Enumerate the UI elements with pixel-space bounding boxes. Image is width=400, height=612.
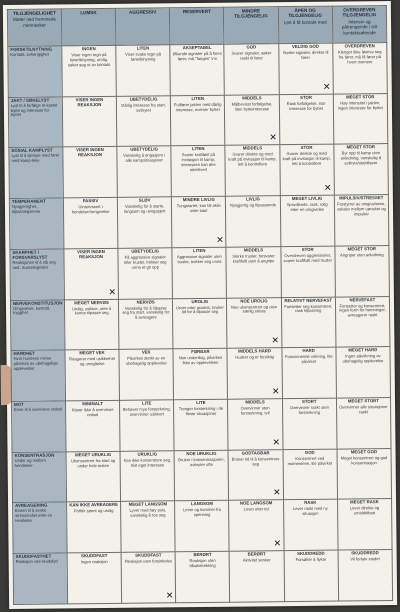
rating-category: LITEN (136, 45, 150, 51)
rating-description: Klenger ikke løsrive seg fra fører, må få fører på hvert moment (337, 48, 382, 65)
rating-category: IMPULSIV/STRESSET (339, 195, 384, 201)
rating-cell[interactable] (226, 247, 281, 298)
rating-category: UBETYDELIG (129, 96, 158, 102)
rating-description: Behøver mye forsterkning, overvinner usikkert (122, 406, 171, 417)
evaluation-table (7, 5, 393, 605)
table-row (10, 245, 390, 300)
rating-category: NOE URUKLIG (186, 450, 217, 456)
cross-mark-icon: ✕ (323, 183, 332, 194)
rating-cell[interactable] (65, 400, 120, 451)
rating-cell[interactable] (334, 195, 389, 246)
rating-description: Overvinner raskt uten forsterkning (289, 404, 329, 415)
cross-mark-icon: ✕ (165, 591, 174, 602)
rating-category: MEGET STOR (346, 93, 375, 100)
rating-cell[interactable] (120, 400, 175, 451)
rating-cell[interactable] (333, 93, 388, 144)
rating-cell[interactable] (335, 245, 390, 296)
column-subtitle (226, 20, 275, 21)
rating-description: Noe underdog, påvirkes ikke av opplevelsen (178, 354, 223, 366)
rating-cell[interactable] (229, 500, 284, 551)
rating-cell[interactable] (334, 144, 389, 195)
rating-description: Vanskelig for å tilpasse seg fra start, vanskelig for å avreagere (122, 304, 170, 320)
table-row (13, 499, 393, 554)
row-header (12, 401, 67, 452)
rating-category: AKSEPTABEL (182, 44, 212, 51)
rating-description: Lever raskt med ny situasjon (292, 506, 328, 517)
column-title: ÅPEN OG TILGJENGELIG (288, 7, 323, 19)
rating-category: BERØRT (193, 552, 212, 558)
rating-cell[interactable] (284, 550, 339, 601)
rating-category: STOR (300, 145, 313, 151)
rating-cell[interactable] (282, 398, 337, 449)
rating-cell[interactable] (228, 399, 283, 450)
rating-cell[interactable] (228, 449, 283, 500)
rating-description: Ingen påvirkning av ubehagelig opplevelse (342, 353, 384, 364)
rating-description: Dårlig interesse fra start, avbryter (121, 101, 166, 113)
rating-category: OVERDREVEN (344, 43, 375, 49)
rating-category: UBETYDELIG (131, 248, 160, 254)
rating-description: Forsøker å flykte (295, 556, 327, 563)
rating-description: Svarer kraftløst på invitasjon til kamp, interessen kan øke etterhvert (181, 152, 216, 173)
table-row (8, 93, 388, 148)
rating-category: MEGET STOR (347, 246, 377, 252)
rating-description: Viser svake tegn på førerlikhyning (125, 51, 162, 62)
cross-mark-icon: ✕ (272, 437, 281, 448)
rating-cell[interactable] (171, 95, 226, 146)
row-header (11, 350, 66, 401)
rating-cell[interactable] (62, 96, 117, 147)
rating-category: SKUDDFAST (135, 552, 162, 558)
rating-cell[interactable] (281, 246, 336, 297)
rating-category: VELDIG GOD (291, 43, 320, 50)
rating-description: Målbevisst forfølgelse, liten bytteinteresse (231, 100, 273, 112)
rating-category: HARD (302, 348, 315, 354)
row-title: NERVEKONSTITUSJON (12, 300, 63, 306)
rating-description: Aktivitet senker (242, 557, 271, 563)
rating-cell[interactable] (174, 399, 229, 450)
rating-cell[interactable] (337, 448, 392, 499)
cross-mark-icon: ✕ (273, 488, 281, 499)
rating-category: LITEN (192, 146, 205, 152)
table-row (12, 398, 392, 453)
rating-category: MIDDELS (242, 95, 262, 101)
rating-description: Lyver med høy puls, vanskelig å roe seg (129, 507, 167, 519)
rating-description: Urolig, usikker, uten å kunne tilpasse seg (71, 305, 112, 316)
rating-category: NERVEFAST (349, 296, 376, 303)
rating-description: Lever direkte og umiddelbart (349, 505, 380, 516)
rating-category: GOD (246, 44, 257, 50)
rating-description: Overdreven aggressivitet, svarer kraftfullt med trusler (283, 252, 332, 263)
column-subtitle (64, 16, 113, 17)
rating-cell[interactable] (64, 299, 119, 350)
rating-description: Reaksjon uten tilbaketrekking (189, 557, 216, 569)
rating-cell[interactable] (63, 147, 118, 198)
rating-cell[interactable] (65, 350, 120, 401)
column-subtitle: Lett å få kontakt med (283, 19, 327, 25)
rating-cell[interactable] (226, 196, 281, 247)
column-header (116, 8, 171, 46)
row-header (12, 452, 67, 503)
row-description: Reaksjonen til å slå seg ned, trusselsignaler (12, 259, 56, 270)
rating-category: MEGET URUKLIG (75, 451, 112, 458)
rating-category: SKUDDREDD (297, 550, 325, 557)
rating-description: Byr opp til kamp uten anledning, vanskelig å avbryte/stabilisere (340, 150, 382, 166)
cross-mark-icon: ✕ (108, 287, 117, 298)
rating-description: Svarer direkte og med kraft på invitasjon til kamp, lett å kontrollere (282, 151, 331, 167)
rating-category: STORT (301, 398, 317, 404)
rating-description: Fortsetter og konsentrert, ingen form for hemninger, avreagerer raskt (339, 302, 386, 318)
rating-cell[interactable] (283, 500, 338, 551)
rating-description: Overvinner uten forsterkning, tvil (240, 405, 270, 416)
rating-cell[interactable] (120, 451, 175, 502)
rating-category: MINIMALT (82, 401, 103, 407)
rating-category: PASSIV (82, 198, 99, 204)
rating-description: Uroer etter gradvis, bruker tid for å tilpasse seg (175, 304, 224, 315)
row-description: Under og mellom hendelser (14, 457, 46, 468)
table-row (9, 144, 389, 199)
rating-description: Forsvinnende virkning, lite påvirket (284, 353, 333, 365)
rating-cell[interactable] (337, 499, 392, 550)
cross-mark-icon: ✕ (322, 82, 331, 93)
row-title: KONSENTRASJON (14, 452, 55, 458)
row-description: Reaksjon ved skuddlyd (15, 558, 58, 565)
rating-cell[interactable] (225, 94, 280, 145)
rating-description: Nysgjerrig og tilpassende (229, 202, 277, 208)
rating-category: VISER INGEN REAKSJON (76, 147, 104, 158)
rating-category: MINDRE LIVLIG (182, 196, 215, 203)
rating-cell[interactable] (173, 298, 228, 349)
rating-cell[interactable] (280, 195, 335, 246)
rating-cell[interactable] (170, 44, 225, 95)
rating-cell[interactable] (67, 502, 122, 553)
rating-category: RELATIVT NERVEFAST (284, 297, 332, 303)
rating-description: Ukonsentrert fra start og under hele testen (71, 457, 116, 468)
row-title: JAKT / SØKELYST (10, 97, 50, 103)
column-subtitle (172, 15, 221, 16)
rating-description: Overvinner alle situasjoner raskt (339, 403, 388, 415)
rating-cell[interactable] (172, 196, 227, 247)
rating-category: FØRBAR (191, 349, 210, 355)
rating-category: MIDDELS (243, 247, 264, 253)
rating-cell[interactable] (118, 248, 173, 299)
column-title: MINDRE TILGJENGELIG (234, 8, 268, 20)
row-header (13, 553, 68, 604)
rating-cell[interactable] (171, 146, 226, 197)
rating-category: MIDDELS (245, 399, 265, 405)
rating-description: Klarer ikke å overvinne redsel (71, 406, 114, 418)
row-title: SOSIAL KAMPLYST (11, 147, 53, 154)
row-description: Omgivelser, kontroll, trygghet (12, 305, 51, 316)
rating-description: Få aggressive signaler eller trusler, trekker seg unna et gir opp (123, 254, 167, 270)
row-header (9, 147, 64, 198)
rating-description: Sprudlende, rask, rolig etter en omgivelse (286, 201, 328, 213)
rating-category: LITEN (193, 247, 206, 253)
column-header (61, 8, 116, 46)
column-header (7, 9, 61, 47)
rating-cell[interactable] (63, 198, 118, 249)
rating-cell[interactable] (175, 551, 230, 602)
rating-cell[interactable] (175, 501, 230, 552)
rating-cell[interactable] (281, 297, 336, 348)
rating-category: GOD (304, 449, 315, 455)
rating-category: MEGET HARD (348, 347, 378, 353)
rating-category: NERVØS (136, 299, 155, 305)
rating-description: Reagerer med usikkerhet og unngåelse (69, 356, 116, 367)
rating-category: UROLIG (191, 298, 209, 304)
rating-category: MEGET RASK (350, 499, 379, 505)
rating-category: SLØV (138, 197, 151, 203)
row-description: Lyst til å kjempe med fører med kamp-leke (11, 152, 60, 164)
rating-description: Bruker tid til å konsentrere seg (231, 455, 280, 467)
rating-category: MEGET LIVLIG (291, 195, 323, 202)
rating-category: GODTAGBAR (241, 450, 270, 456)
rating-category: MEGET GOD (350, 448, 378, 455)
rating-category: VISER INGEN REAKSJON (75, 96, 104, 107)
rating-cell[interactable] (225, 145, 280, 196)
cross-mark-icon: ✕ (269, 133, 277, 144)
rating-cell[interactable] (116, 96, 171, 147)
row-title: TEMPERAMENT (11, 198, 46, 205)
rating-description: Viser ingen tegn på førerlikhyning, urolig, søker seg ut av kontakt (67, 51, 111, 68)
rating-description: Fortsetter seg konsentrert, rask tilpasning (284, 303, 333, 314)
table-row (9, 195, 389, 250)
rating-category: LITE (196, 399, 206, 406)
rating-description: Konsentrert ved momentene, lite påvirket (287, 455, 333, 466)
rating-cell[interactable] (278, 43, 333, 94)
row-description: Evnen til å senke stressnivået etter en hendelse (15, 507, 53, 524)
rating-category: LITE (142, 400, 152, 406)
rating-cell[interactable] (230, 551, 285, 602)
column-title: OVERDREVEN TILGJENGELIG (342, 7, 377, 18)
rating-description: Uinteressert i hendelser/omgivelse (71, 204, 110, 215)
rating-description: Noe ukonsentrert og uten særlig stress (230, 303, 278, 314)
rating-description: Lever og kommer fra spenning (183, 507, 221, 518)
rating-category: VEK (141, 349, 151, 355)
table-body (8, 43, 393, 605)
rating-cell[interactable] (121, 501, 176, 552)
rating-cell[interactable] (227, 348, 282, 399)
rating-cell[interactable] (224, 44, 279, 95)
cross-mark-icon: ✕ (216, 235, 224, 246)
rating-category: MIDDELS (242, 145, 263, 151)
column-subtitle (118, 16, 167, 17)
column-title: LUMSK (80, 10, 97, 16)
row-title: AVREAGERING (15, 503, 48, 509)
rating-description: Vanskelig å engasjere i alle kampsituasjoner (123, 152, 166, 164)
rating-cell[interactable] (279, 145, 334, 196)
evaluation-sheet (3, 1, 397, 609)
rating-cell[interactable] (336, 347, 391, 398)
rating-cell[interactable] (335, 296, 390, 347)
rating-description: Forstyrrer av omgivelsene, veksler mellom uønsket og impulsiv (337, 201, 386, 217)
row-header (8, 97, 63, 148)
rating-category: NOE UROLIG (240, 297, 268, 304)
rating-category: LIVLIG (245, 196, 260, 202)
rating-cell[interactable] (173, 349, 228, 400)
column-header (170, 7, 225, 45)
column-header (278, 6, 333, 44)
rating-description: Rask forfølgelse, stor interesse for byttet (286, 100, 326, 111)
rating-description: Påvirkes sterkt av en ubehagelig opplevelse (125, 355, 167, 366)
rating-description: Trenger forsterkning i de fleste situasjoner (178, 405, 224, 416)
rating-description: Meget konsentrert og god konsentrasjon (340, 454, 388, 465)
row-title: MOT (14, 401, 24, 407)
rating-description: Vanskelig for å starte, langsom og uengasjert (124, 203, 166, 214)
rating-category: KAN IKKE AVREAGERE (69, 502, 119, 508)
rating-description: Husker og er forsiktig (235, 354, 274, 360)
rating-cell[interactable] (116, 45, 171, 96)
rating-category: UBETYDELIG (130, 146, 158, 153)
rating-description: Reaksjon uten forsinkelse (124, 558, 172, 564)
rating-cell[interactable] (279, 94, 334, 145)
row-title: HARDHET (13, 351, 35, 357)
rating-description: Lever etter tid (243, 506, 269, 512)
rating-category: LITEN (191, 95, 204, 101)
table-row (11, 347, 391, 402)
cross-mark-icon: ✕ (273, 539, 282, 550)
rating-category: MEGET STORT (347, 398, 379, 404)
rating-cell[interactable] (67, 553, 122, 604)
row-header (8, 46, 63, 97)
rating-category: STOR (300, 94, 312, 100)
cross-mark-icon: ✕ (271, 336, 280, 347)
rating-cell[interactable] (338, 550, 393, 601)
rating-cell[interactable] (227, 297, 282, 348)
rating-description: Kan ikke konsentrere seg, trist eget interesse (123, 456, 172, 468)
rating-cell[interactable] (283, 449, 338, 500)
rating-description: Ingen reaksjon (80, 559, 108, 565)
column-title: TILGJENGELIGHET (12, 10, 56, 16)
rating-description: Svarer direkte og med kraft på invitasjon til kamp, lett å kontrollere (228, 151, 277, 167)
rating-cell[interactable] (119, 298, 174, 349)
rating-category: MEGET NERVØS (74, 299, 109, 305)
rating-category: STOR (301, 246, 314, 252)
row-title: FORSKTILNYTNING (10, 46, 53, 52)
column-title: AGGRESSIV (128, 9, 157, 15)
column-title: RESERVERT (182, 8, 211, 15)
table-row (13, 550, 393, 605)
table-row (8, 43, 388, 98)
rating-description: Vil forlate stedet (350, 556, 380, 562)
rating-description: Sterke signaler, direkte til fører (282, 49, 329, 60)
rating-description: Aggressive signaler uten trusler, trekker seg unna (176, 253, 222, 264)
row-description: Kontakt, avhengighet (10, 51, 49, 57)
table-row (10, 296, 390, 351)
header-row (7, 6, 386, 47)
rating-category: VISER INGEN REAKSJON (77, 248, 105, 260)
rating-category: NOE LANGSOM (239, 500, 273, 507)
row-header (10, 249, 65, 300)
rating-description: Økende signaler på å finne fører, må "fanges" inn (172, 50, 222, 62)
rating-cell[interactable] (336, 398, 391, 449)
rating-cell[interactable] (172, 247, 227, 298)
rating-category: MIDDELS HARD (238, 348, 272, 354)
row-description: Evne til å overvinne redsel (14, 406, 63, 412)
rating-category: SKUDDFAST (81, 553, 108, 559)
rating-cell[interactable] (64, 248, 119, 299)
rating-cell[interactable] (119, 349, 174, 400)
rating-description: Bruker i konsentrasjonen, avbryter ofte (178, 456, 225, 467)
rating-description: Sterke trusler, forsvarer kraftfullt uten å angripe (232, 252, 275, 264)
column-header (332, 6, 387, 44)
rating-category: MEGET LANGSOM (128, 501, 168, 508)
row-description: Hvor hundens minne påvirkes av ubehagelige opplevelser (13, 355, 58, 371)
rating-category: BERØRT (247, 551, 266, 557)
rating-description: Angriper uten anledning (340, 251, 384, 258)
row-title: SKARPHET / FORSVARSLYST (12, 249, 48, 260)
row-header (10, 300, 65, 351)
column-subtitle: Intensiv og påtrengende i sitt kontaktsøkende (341, 19, 378, 36)
rating-description: Tungstartet, kan bli aktiv etter start (176, 202, 221, 214)
rating-description: Forblir spent og urolig (73, 508, 114, 514)
rating-category: MEGET STOR (346, 144, 375, 150)
rating-cell[interactable] (62, 45, 117, 96)
rating-category: URUKLIG (137, 451, 158, 457)
rating-description: Fullfører jakten med dårlig interesse, overser byttet (173, 101, 222, 112)
rating-cell[interactable] (66, 451, 121, 502)
rating-category: MEGET VEK (79, 350, 105, 356)
row-header (9, 198, 64, 249)
rating-description: Svarer signaler, søker raskt til fører (231, 50, 272, 61)
table-row (12, 448, 392, 503)
column-subtitle: Møter ned fremmede mennesker (13, 16, 56, 28)
rating-cell[interactable] (117, 146, 172, 197)
rating-cell[interactable] (174, 450, 229, 501)
rating-cell[interactable] (121, 552, 176, 603)
row-description: Nysgjerrighet, tilpasningsevne (11, 203, 41, 214)
rating-cell[interactable] (282, 347, 337, 398)
row-header (13, 502, 68, 553)
rating-cell[interactable] (118, 197, 173, 248)
cross-mark-icon: ✕ (271, 387, 280, 398)
rating-description: Høy intensitet i jakten, ingen interesse for byttet (337, 99, 383, 111)
rating-category: LANGSOM (190, 501, 213, 507)
rating-category: SKUDDREDD (351, 550, 379, 556)
rating-cell[interactable] (333, 43, 388, 94)
row-title: SKUDDFASTHET (15, 553, 52, 560)
row-description: Lyst til å forfølge et kastet bytte og interesse for byttet (10, 102, 58, 118)
column-header (224, 7, 279, 45)
rating-category: INGEN (82, 46, 96, 52)
rating-category: RASK (304, 500, 317, 506)
